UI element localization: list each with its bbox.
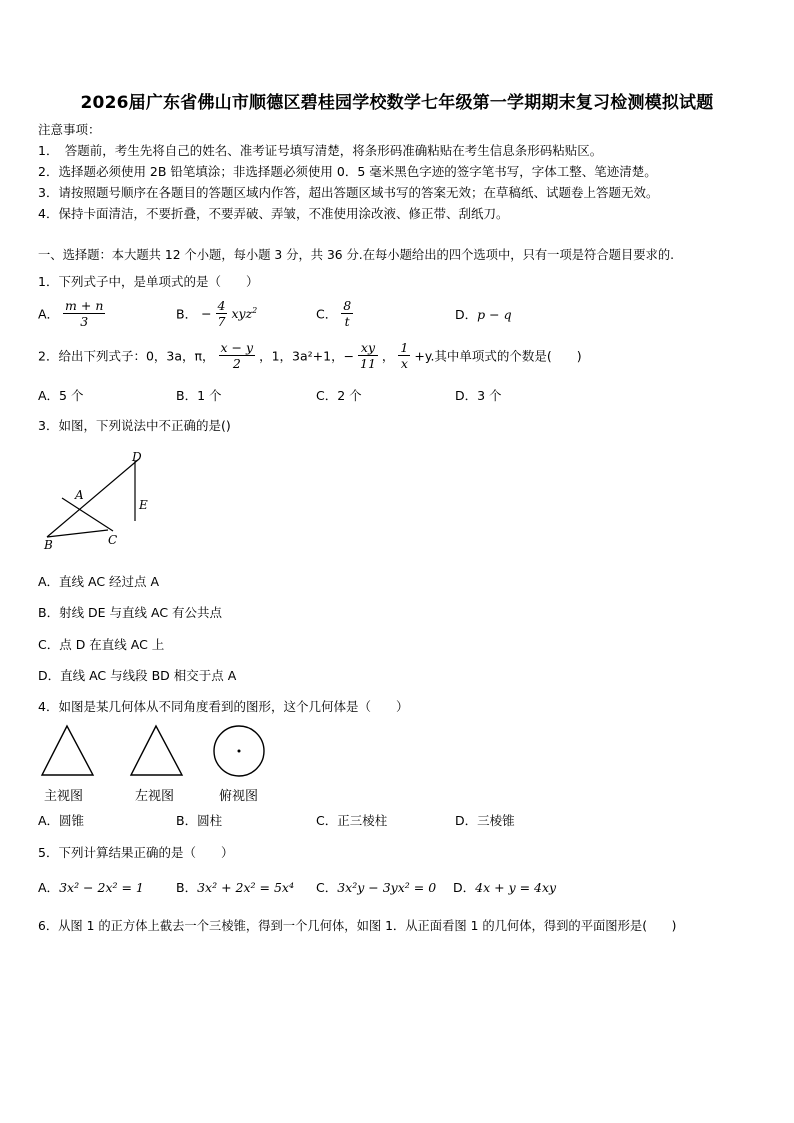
q2-option-a: A．5 个 — [38, 388, 84, 403]
notice-item: 1． 答题前，考生先将自己的姓名、准考证号填写清楚，将条形码准确粘贴在考生信息条形码粘贴区。 — [38, 143, 603, 158]
point-c-label: C — [108, 533, 118, 547]
q3-option-c: C．点 D 在直线 AC 上 — [38, 637, 165, 652]
q4-option-c: C．正三棱柱 — [316, 813, 388, 828]
caption-top-view: 俯视图 — [219, 789, 259, 804]
q5-option-a: A．3x² − 2x² = 1 — [38, 880, 144, 895]
q1-option-b: B． − $\frac{4}{7}$ xyz$^2$ — [176, 298, 258, 329]
q4-option-a: A．圆锥 — [38, 813, 85, 828]
caption-side-view: 左视图 — [135, 789, 175, 804]
q2-option-d: D．3 个 — [455, 388, 502, 403]
question-2-stem: 2．给出下列式子：0，3a，π， $\frac{x - y}{2}$ ，1，3a²+1，− $\frac{xy}{11}$ ， $\frac{1}{x}$ +y.其中单项式的个数是( ) — [38, 340, 582, 371]
question-4-stem: 4．如图是某几何体从不同角度看到的图形，这个几何体是（ ） — [38, 699, 409, 714]
q1-option-a: A． $\frac{m + n}{3}$ — [38, 298, 104, 329]
section-heading: 一、选择题：本大题共 12 个小题，每小题 3 分，共 36 分.在每小题给出的四个选项中，只有一项是符合题目要求的. — [38, 248, 675, 262]
point-e-label: E — [139, 498, 148, 512]
q5-option-c: C．3x²y − 3yx² = 0 — [316, 880, 437, 895]
line-bc — [47, 530, 108, 537]
caption-front-view: 主视图 — [44, 789, 84, 804]
q5-option-d: D．4x + y = 4xy — [453, 880, 557, 895]
question-3-stem: 3．如图，下列说法中不正确的是() — [38, 418, 231, 433]
q4-option-d: D．三棱锥 — [455, 813, 515, 828]
question-1-stem: 1．下列式子中，是单项式的是（ ） — [38, 274, 259, 289]
q2-option-c: C．2 个 — [316, 388, 362, 403]
point-b-label: B — [44, 538, 53, 552]
point-d-label: D — [132, 450, 142, 464]
notice-heading: 注意事项： — [38, 122, 101, 137]
side-view-triangle — [131, 726, 182, 775]
q5-option-b: B．3x² + 2x² = 5x⁴ — [176, 880, 294, 895]
q3-option-b: B．射线 DE 与直线 AC 有公共点 — [38, 605, 223, 620]
question-6-stem: 6．从图 1 的正方体上截去一个三棱锥，得到一个几何体，如图 1．从正面看图 1 的几何体，得到的平面图形是( ) — [38, 919, 677, 933]
q2-option-b: B．1 个 — [176, 388, 222, 403]
q3-geometry-figure — [38, 448, 158, 558]
point-a-label: A — [75, 488, 84, 502]
q1-option-c: C． $\frac{8}{t}$ — [316, 298, 352, 329]
q4-option-b: B．圆柱 — [176, 813, 223, 828]
q1-option-d: D．p − q — [455, 307, 512, 322]
page-title: 2026届广东省佛山市顺德区碧桂园学校数学七年级第一学期期末复习检测模拟试题 — [80, 93, 714, 113]
notice-item: 3．请按照题号顺序在各题目的答题区域内作答，超出答题区域书写的答案无效；在草稿纸、试题卷上答题无效。 — [38, 185, 659, 200]
notice-item: 2．选择题必须使用 2B 铅笔填涂；非选择题必须使用 0．5 毫米黑色字迹的签字笔书写，字体工整、笔迹清楚。 — [38, 164, 657, 179]
notice-item: 4．保持卡面清洁，不要折叠，不要弄破、弄皱，不准使用涂改液、修正带、刮纸刀。 — [38, 206, 509, 221]
top-view-center-dot — [238, 750, 241, 753]
q3-option-a: A．直线 AC 经过点 A — [38, 574, 160, 589]
front-view-triangle — [42, 726, 93, 775]
question-5-stem: 5．下列计算结果正确的是（ ） — [38, 845, 234, 860]
line-bd — [47, 459, 139, 537]
q4-three-views — [38, 722, 273, 784]
q3-option-d: D．直线 AC 与线段 BD 相交于点 A — [38, 668, 237, 683]
